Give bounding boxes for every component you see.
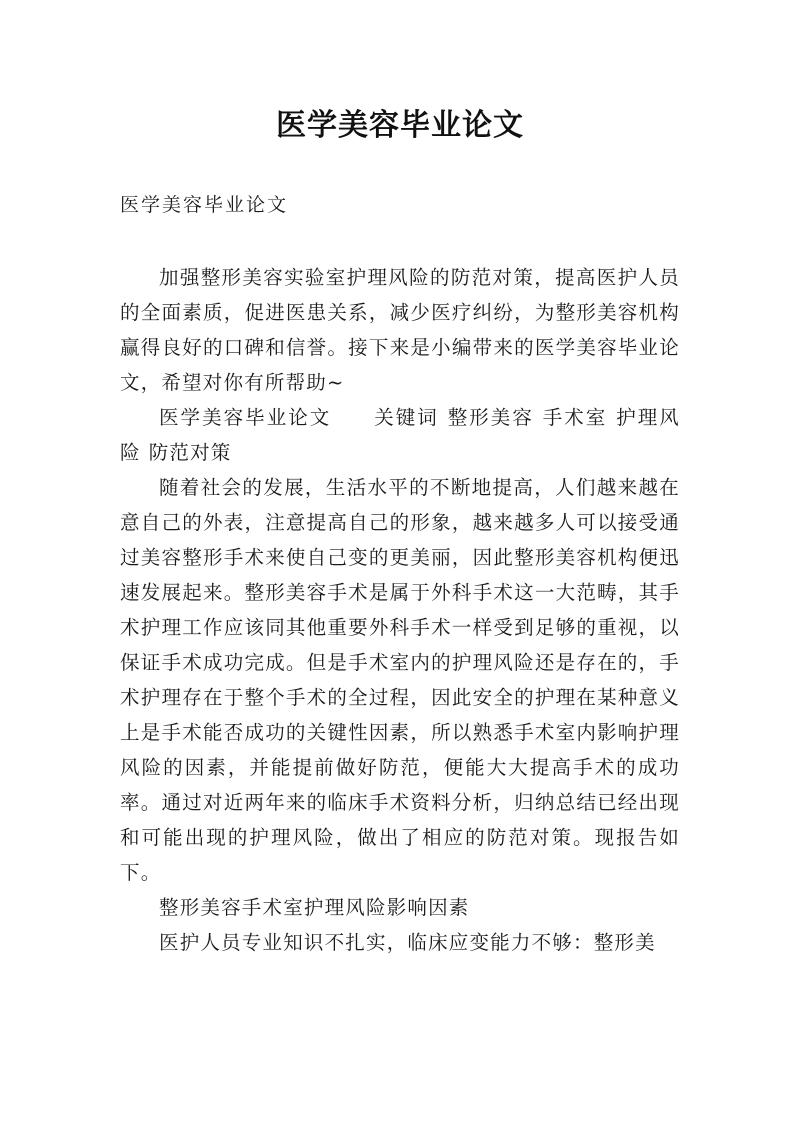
section-paragraph-start: 医护人员专业知识不扎实，临床应变能力不够：整形美 xyxy=(159,931,656,954)
document-title: 医学美容毕业论文 xyxy=(276,108,524,143)
keywords-paper-title: 医学美容毕业论文 xyxy=(159,406,332,429)
document-body xyxy=(120,260,680,960)
keyword-term: 手术室 xyxy=(541,406,608,429)
intro-paragraph: 加强整形美容实验室护理风险的防范对策，提高医护人员的全面素质，促进医患关系，减少医疗纠纷，为整形美容机构赢得良好的口碑和信誉。接下来是小编带来的医学美容毕业论文，希望对你有所帮助~ xyxy=(120,266,680,394)
section-heading: 整形美容手术室护理风险影响因素 xyxy=(159,896,470,919)
keywords-paragraph xyxy=(120,400,680,470)
keyword-term: 整形美容 xyxy=(446,406,534,429)
keywords-label: 关键词 xyxy=(373,406,439,429)
document-subtitle: 医学美容毕业论文 xyxy=(120,194,289,216)
keyword-term: 护理风险 xyxy=(120,406,680,464)
body-paragraph: 随着社会的发展，生活水平的不断地提高，人们越来越在意自己的外表，注意提高自己的形象，越来越多人可以接受通过美容整形手术来使自己变的更美丽，因此整形美容机构便迅速发展起来。整形美容手术是属于外科手术这一大范畴，其手术护理工作应该同其他重要外科手术一样受到足够的重视，以保证手术成功完成。但是手术室内的护理风险还是存在的，手术护理存在于整个手术的全过程，因此安全的护理在某种意义上是手术能否成功的关键性因素，所以熟悉手术室内影响护理风险的因素，并能提前做好防范，便能大大提高手术的成功率。通过对近两年来的临床手术资料分析，归纳总结已经出现和可能出现的护理风险，做出了相应的防范对策。现报告如下。 xyxy=(120,476,680,884)
keyword-term: 防范对策 xyxy=(148,441,232,464)
